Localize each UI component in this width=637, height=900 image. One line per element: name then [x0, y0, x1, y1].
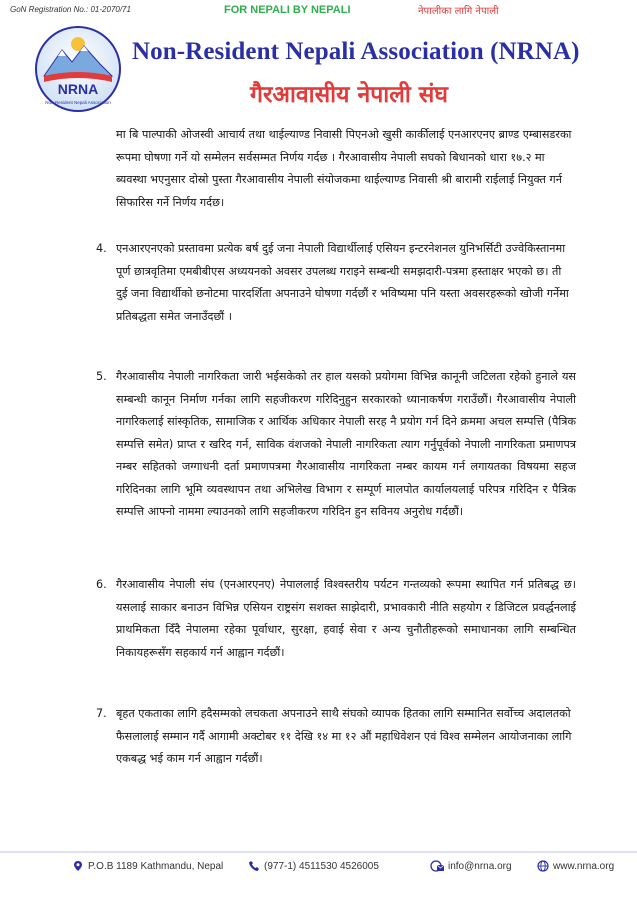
organization-name-english: Non-Resident Nepali Association (NRNA)	[132, 38, 580, 65]
footer-divider	[0, 851, 637, 853]
nrna-logo	[30, 24, 126, 114]
item-text: गैरआवासीय नेपाली संघ (एनआरएनए) नेपाललाई विश्वस्तरीय पर्यटन गन्तव्यको रूपमा स्थापित गर्न प्रतिबद्ध छ। यसलाई साकार बनाउन विभिन्न एसियन राष्ट्रसंग सशक्त साझेदारी, प्रभावकारी नीति सहयोग र डिजिटल प्रवर्द्धनलाई प्राथमिकता दिँदै नेपालमा रहेका पूर्वाधार, सुरक्षा, हवाई सेवा र अन्य चुनौतीहरूको समाधानका लागि सम्बन्धित निकायहरूसँग सहकार्य गर्न आह्वान गर्दछौं।	[116, 578, 576, 659]
phone-text: (977-1) 4511530 4526005	[264, 860, 379, 872]
location-pin-icon	[72, 860, 84, 872]
organization-name-nepali: गैरआवासीय नेपाली संघ	[250, 82, 448, 108]
phone-icon	[248, 860, 260, 872]
address-text: P.O.B 1189 Kathmandu, Nepal	[88, 860, 224, 872]
continuation-paragraph: मा बि पाल्पाकी ओजस्वी आचार्य तथा थाईल्याण्ड निवासी पिएनओ खुसी कार्कीलाई एनआरएनए ब्राण्ड एम्बासडरका रूपमा घोषणा गर्ने यो सम्मेलन सर्वसम्मत निर्णय गर्दछ । गैरआवासीय नेपाली सघको बिधानको धारा १७.२ मा ब्यवस्था भएनुसार दोस्रो पुस्ता गैरआवासीय नेपाली संयोजकमा थाईल्याण्ड निवासी श्री बारामी राईलाई नियुक्त गर्न सिफारिस गर्ने निर्णय गर्दछ।	[116, 128, 572, 209]
item-number: 4.	[96, 242, 107, 255]
email-text[interactable]: info@nrna.org	[448, 860, 512, 872]
slogan-nepali: नेपालीका लागि नेपाली	[418, 6, 499, 17]
slogan-english: FOR NEPALI BY NEPALI	[224, 4, 351, 16]
footer-email[interactable]	[430, 860, 512, 872]
footer-address	[72, 860, 223, 872]
item-text: एनआरएनएको प्रस्तावमा प्रत्येक बर्ष दुई जना नेपाली विद्यार्थीलाई एसियन इन्टरनेशनल युनिभर्सिटी उज्वेकिस्तानमा पूर्ण छात्रवृतिमा एमबीबीएस अध्ययनको अवसर उपलब्ध गराइने सम्बन्धी समझदारी-पत्रमा हस्ताक्षर भएको छ। ती दुई जना विद्यार्थीको छनोटमा पारदर्शिता अपनाउने घोषणा गर्दछौं र भविष्यमा पनि यस्ता अवसरहरूको खोजी गर्नेमा प्रतिबद्धता समेत जनाउँदछौं ।	[116, 242, 569, 323]
footer-phone	[248, 860, 379, 872]
svg-text:Non-Resident Nepali Associatio: Non-Resident Nepali Association	[45, 100, 111, 105]
globe-icon	[537, 860, 549, 872]
item-text: बृहत एकताका लागि हदैसम्मको लचकता अपनाउने साथै संघको व्यापक हितका लागि सम्मानित सर्वोच्च अदालतको फैसलालाई सम्मान गर्दै आगामी अक्टोबर ११ देखि १४ मा १२ औं महाधिवेशन एवं विश्व सम्मेलन आयोजनाका लागि एकबद्ध भई काम गर्न आह्वान गर्दछौं।	[116, 707, 572, 765]
email-globe-icon	[430, 860, 444, 872]
footer-website[interactable]	[537, 860, 614, 872]
footer	[0, 858, 637, 878]
registration-number: GoN Registration No.: 01-2070/71	[10, 5, 131, 14]
item-number: 7.	[96, 707, 107, 720]
item-text: गैरआवासीय नेपाली नागरिकता जारी भईसकेको तर हाल यसको प्रयोगमा विभिन्न कानूनी जटिलता रहेको हुनाले यस सम्बन्धी कानून निर्माण गर्नका लागि सहजीकरण गरिदिनुहुन सरकारको ध्यानाकर्षण गराउँछौं। गैरआवासीय नेपाली नागरिकलाई सांस्कृतिक, सामाजिक र आर्थिक अधिकार नेपाली सरह नै प्रयोग गर्न दिने क्रममा अचल सम्पत्ति (पैत्रिक सम्पत्ति समेत) प्राप्त र खरिद गर्न, साविक वंशजको नेपाली नागरिकता त्याग गर्नुपूर्वको नेपाली नागरिकता प्रमाणपत्र नम्बर सहितको जग्गाधनी दर्ता प्रमाणपत्रमा गैरआवासीय नागरिकता नम्बर कायम गर्न लगायतका विषयमा सहज गरिदिनका लागि भूमि व्यवस्थापन तथा अभिलेख विभाग र सम्पूर्ण मालपोत कार्यालयलाई परिपत्र गरिदिन र पैत्रिक सम्पत्ति आफ्नो नाममा ल्याउनको लागि सहजीकरण गरिदिन हुन सविनय अनुरोध गर्दछौं।	[116, 370, 576, 518]
item-number: 6.	[96, 578, 107, 591]
header-strip	[0, 0, 637, 20]
item-number: 5.	[96, 370, 107, 383]
svg-text:NRNA: NRNA	[57, 81, 99, 97]
website-text[interactable]: www.nrna.org	[553, 860, 615, 872]
